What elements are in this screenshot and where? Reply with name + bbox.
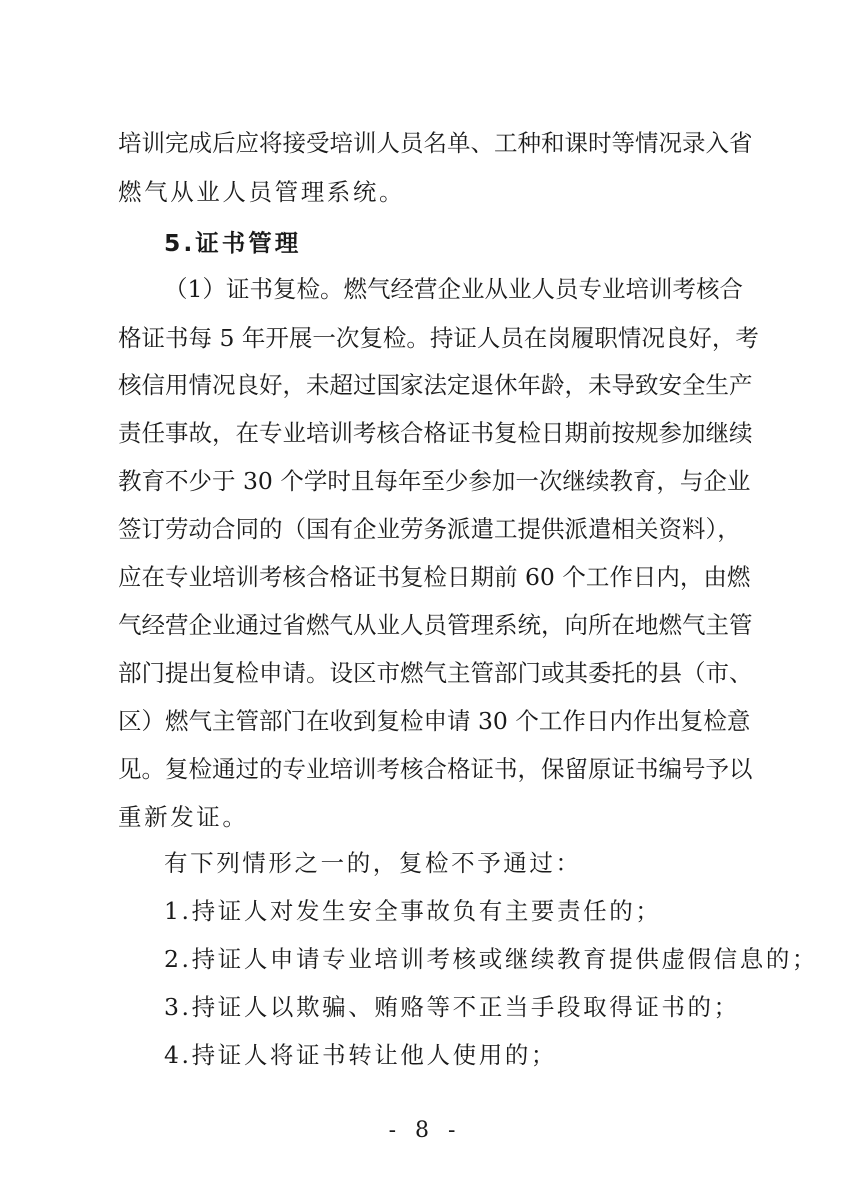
paragraph-line: 核信用情况良好，未超过国家法定退休年龄，未导致安全生产 xyxy=(118,371,753,399)
section-heading: 5.证书管理 xyxy=(164,229,302,257)
paragraph-line: 应在专业培训考核合格证书复检日期前 60 个工作日内，由燃 xyxy=(118,563,751,591)
paragraph-line: 重新发证。 xyxy=(118,803,249,831)
list-item: 2.持证人申请专业培训考核或继续教育提供虚假信息的； xyxy=(164,945,819,973)
paragraph-line: 责任事故，在专业培训考核合格证书复检日期前按规参加继续 xyxy=(118,419,753,447)
paragraph-line: 格证书每 5 年开展一次复检。持证人员在岗履职情况良好，考 xyxy=(118,324,759,352)
paragraph-line: 区）燃气主管部门在收到复检申请 30 个工作日内作出复检意 xyxy=(118,707,751,735)
paragraph-line: 有下列情形之一的，复检不予通过： xyxy=(164,849,582,877)
page-number: - 8 - xyxy=(388,1118,462,1143)
paragraph-line: （1）证书复检。燃气经营企业从业人员专业培训考核合 xyxy=(164,275,743,303)
paragraph-line: 部门提出复检申请。设区市燃气主管部门或其委托的县（市、 xyxy=(118,659,753,687)
list-item: 4.持证人将证书转让他人使用的； xyxy=(164,1041,558,1069)
paragraph-line: 培训完成后应将接受培训人员名单、工种和课时等情况录入省 xyxy=(118,129,753,157)
paragraph-line: 教育不少于 30 个学时且每年至少参加一次继续教育，与企业 xyxy=(118,467,751,495)
paragraph-line: 气经营企业通过省燃气从业人员管理系统，向所在地燃气主管 xyxy=(118,611,753,639)
paragraph-line: 燃气从业人员管理系统。 xyxy=(118,178,406,206)
list-item: 3.持证人以欺骗、贿赂等不正当手段取得证书的； xyxy=(164,993,740,1021)
paragraph-line: 见。复检通过的专业培训考核合格证书，保留原证书编号予以 xyxy=(118,755,753,783)
list-item: 1.持证人对发生安全事故负有主要责任的； xyxy=(164,897,662,925)
paragraph-line: 签订劳动合同的（国有企业劳务派遣工提供派遣相关资料）， xyxy=(118,515,741,543)
